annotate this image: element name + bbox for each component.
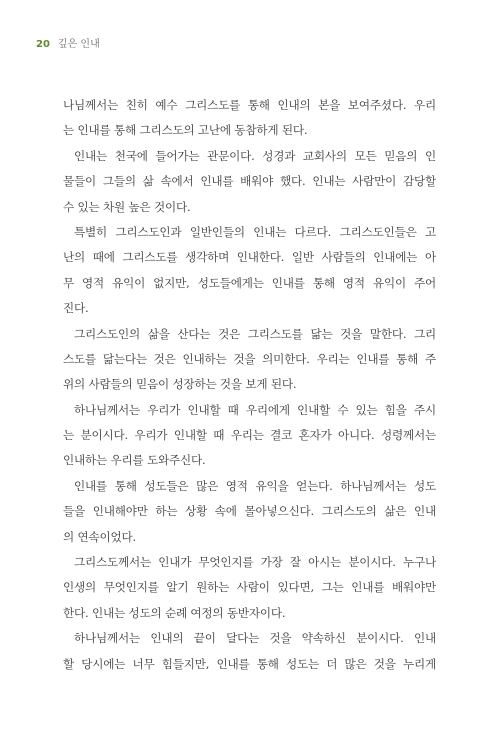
text-line: 난의 때에 그리스도를 생각하며 인내한다. 일반 사람들의 인내에는 아 <box>63 250 436 265</box>
text-line: 그리스도인의 삶을 산다는 것은 그리스도를 닮는 것을 말한다. 그리 <box>74 326 436 341</box>
text-line: 는 분이시다. 우리가 인내할 때 우리는 결코 혼자가 아니다. 성령께서는 <box>63 428 436 443</box>
text-line: 인생의 무엇인지를 알기 원하는 사람이 있다면, 그는 인내를 배워야만 <box>63 580 436 595</box>
text-line: 인내를 통해 성도들은 많은 영적 유익을 얻는다. 하나님께서는 성도 <box>74 478 436 493</box>
text-line: 나님께서는 친히 예수 그리스도를 통해 인내의 본을 보여주셨다. 우리 <box>63 98 436 112</box>
text-line: 들을 인내해야만 하는 상황 속에 몰아넣으신다. 그리스도의 삶은 인내 <box>63 504 436 519</box>
text-line: 그리스도께서는 인내가 무엇인지를 가장 잘 아시는 분이시다. 누구나 <box>74 555 436 570</box>
text-line: 무 영적 유익이 없지만, 성도들에게는 인내를 통해 영적 유익이 주어 <box>63 275 436 290</box>
text-line: 진다. <box>63 301 89 316</box>
text-line: 의 연속이었다. <box>63 529 136 544</box>
page-number: 20 <box>36 39 50 50</box>
text-line: 물들이 그들의 삶 속에서 인내를 배워야 했다. 인내는 사람만이 감당할 <box>63 174 436 189</box>
running-header <box>36 35 100 49</box>
text-line: 인내하는 우리를 도와주신다. <box>63 453 206 468</box>
text-line: 는 인내를 통해 그리스도의 고난에 동참하게 된다. <box>63 123 308 138</box>
text-line: 위의 사람들의 믿음이 성장하는 것을 보게 된다. <box>63 377 297 392</box>
body-text <box>63 93 436 677</box>
text-line: 수 있는 차원 높은 것이다. <box>63 199 191 214</box>
text-line: 인내는 천국에 들어가는 관문이다. 성경과 교회사의 모든 믿음의 인 <box>74 148 436 163</box>
text-line: 할 당시에는 너무 힘들지만, 인내를 통해 성도는 더 많은 것을 누리게 <box>63 656 436 671</box>
text-line: 하나님께서는 우리가 인내할 때 우리에게 인내할 수 있는 힘을 주시 <box>74 402 436 417</box>
text-line: 특별히 그리스도인과 일반인들의 인내는 다르다. 그리스도인들은 고 <box>74 224 436 239</box>
text-line: 한다. 인내는 성도의 순례 여정의 동반자이다. <box>63 605 286 620</box>
text-line: 스도를 닮는다는 것은 인내하는 것을 의미한다. 우리는 인내를 통해 주 <box>63 351 436 366</box>
running-title: 깊은 인내 <box>57 39 100 50</box>
text-line: 하나님께서는 인내의 끝이 달다는 것을 약속하신 분이시다. 인내 <box>74 631 436 646</box>
